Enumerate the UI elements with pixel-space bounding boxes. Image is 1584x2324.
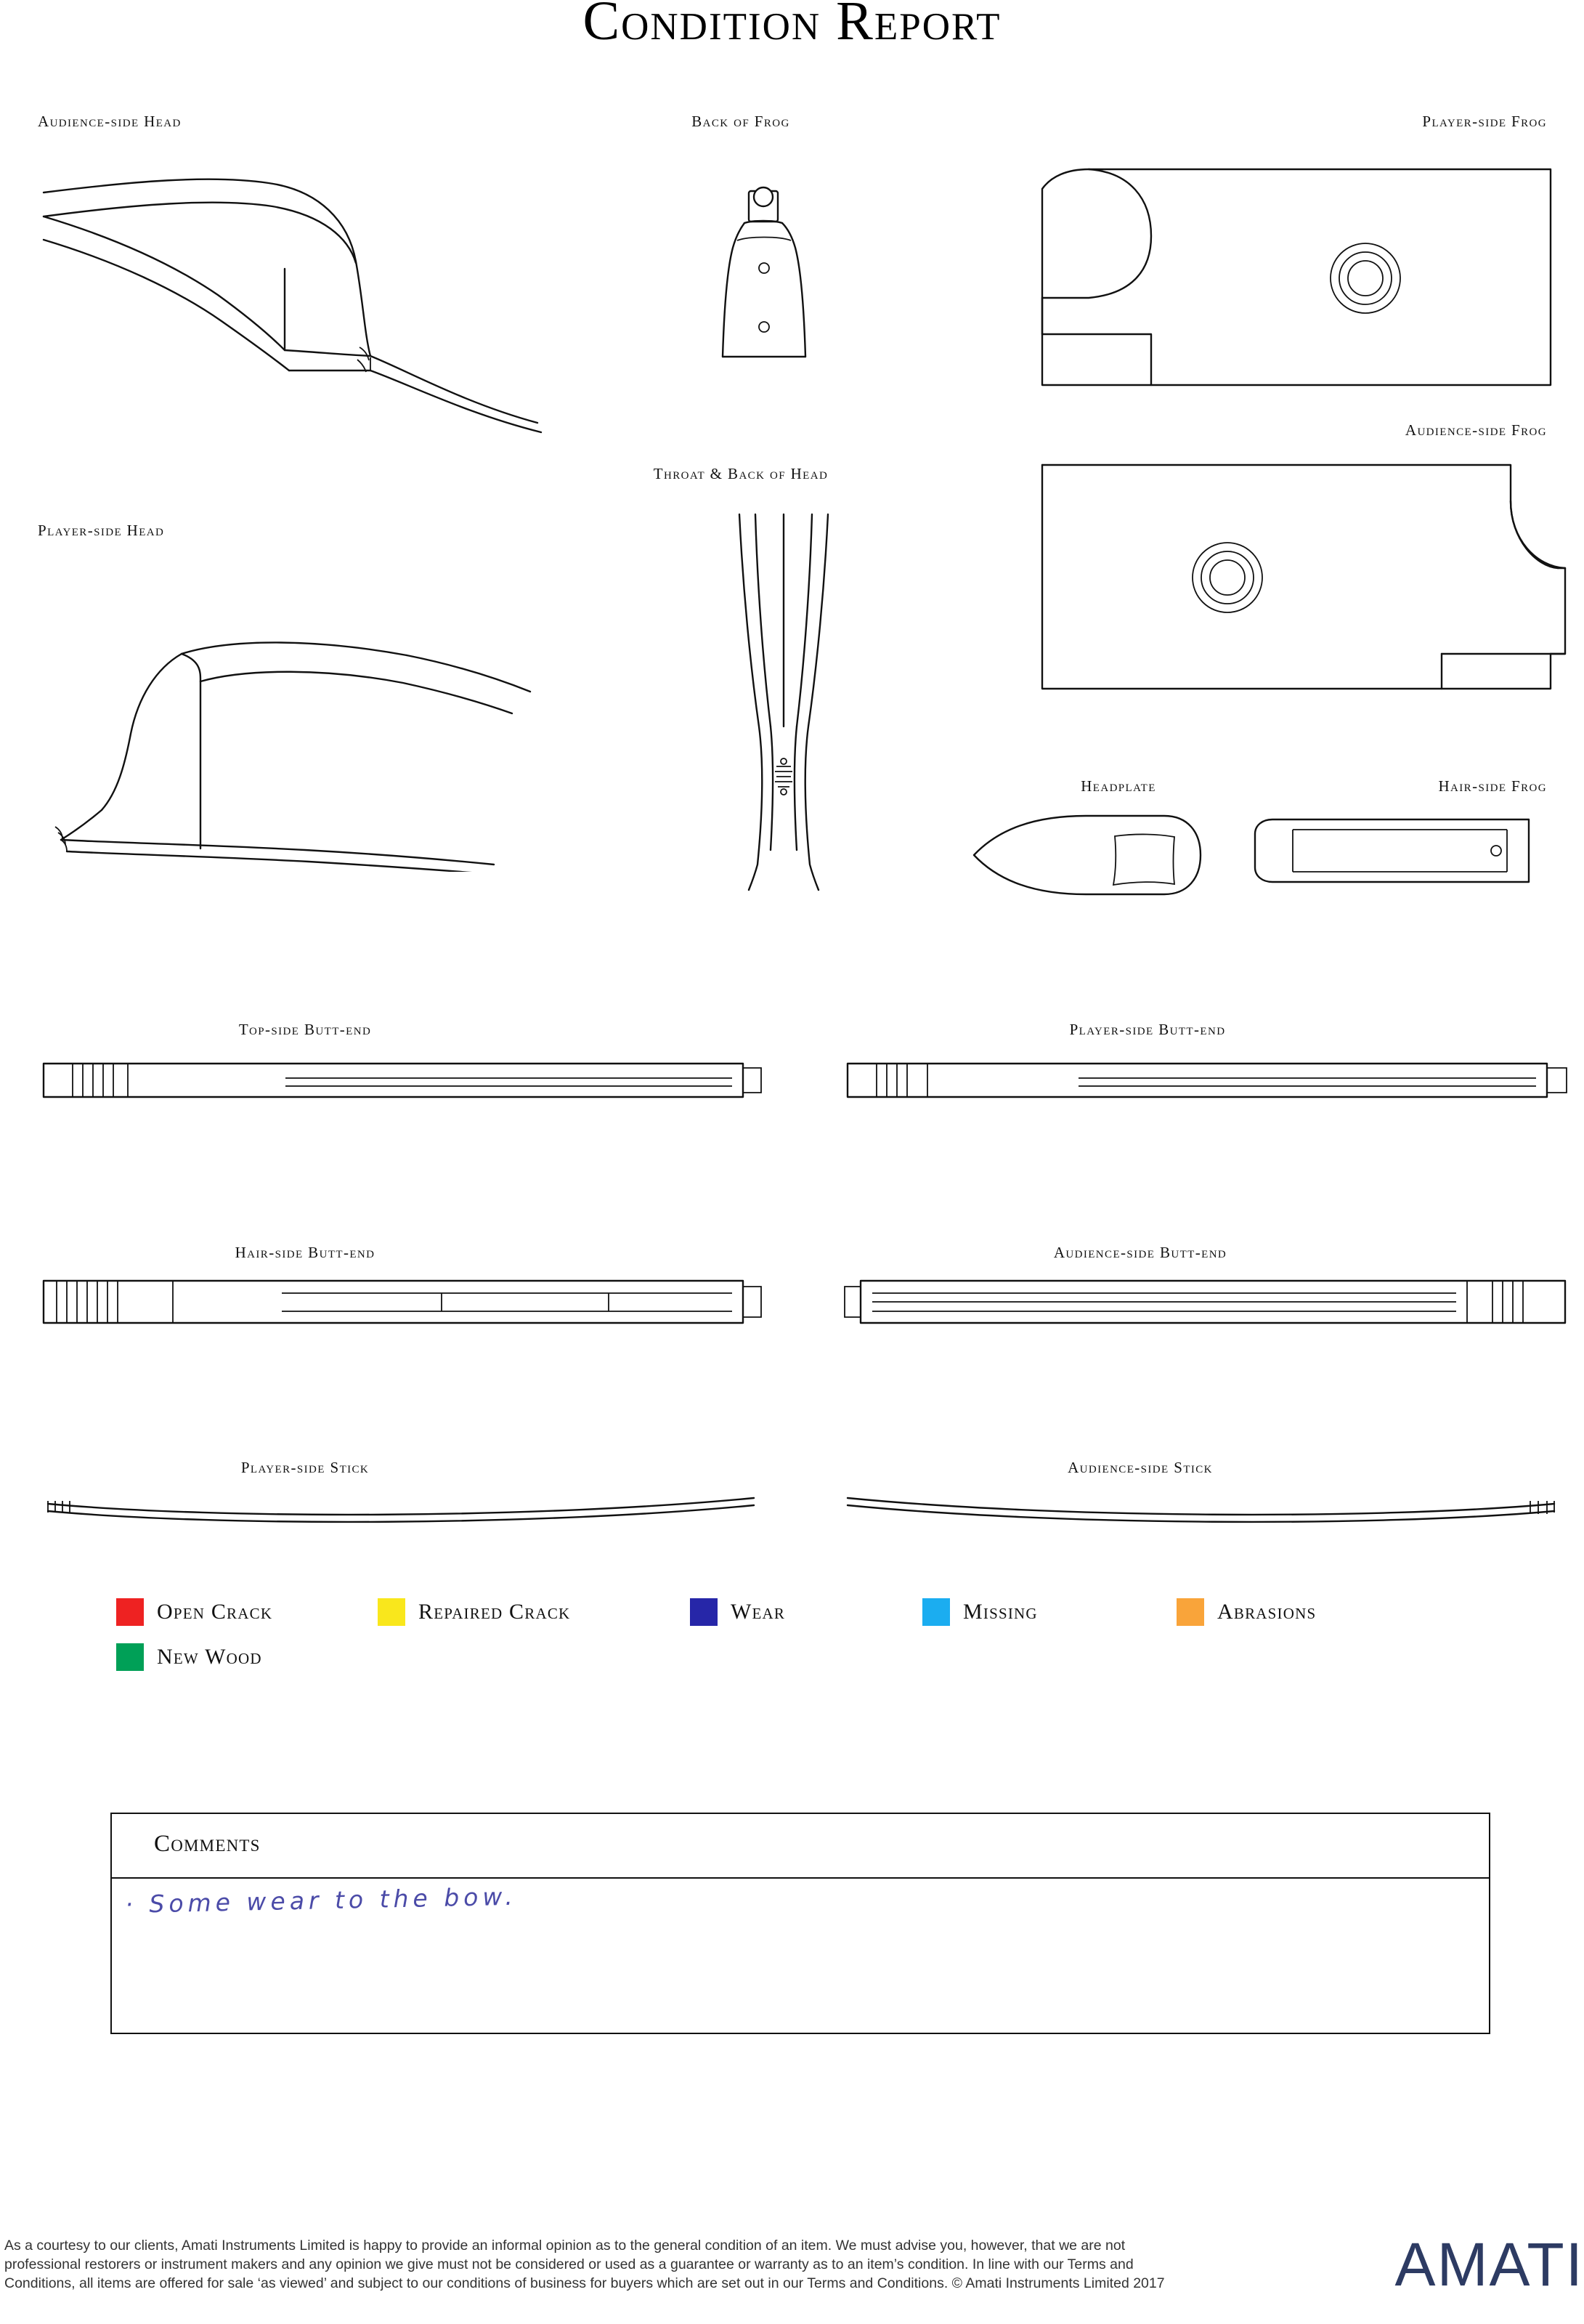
caption-audience-side-frog: Audience-side Frog	[1405, 421, 1547, 439]
caption-player-side-frog: Player-side Frog	[1422, 113, 1547, 130]
legend-item-wear	[690, 1598, 922, 1626]
legend-swatch-new-wood	[116, 1643, 144, 1671]
caption-hair-side-frog: Hair-side Frog	[1438, 777, 1547, 795]
legend-swatch-abrasions	[1177, 1598, 1204, 1626]
figure-player-side-frog	[1035, 156, 1572, 389]
legend-label-abrasions: Abrasions	[1217, 1600, 1317, 1624]
caption-headplate: Headplate	[1081, 777, 1156, 795]
figure-back-of-frog	[708, 178, 853, 403]
comments-handwritten-note: · Some wear to the bow.	[125, 1882, 518, 1919]
comments-divider	[110, 1877, 1490, 1879]
figure-headplate	[970, 810, 1217, 901]
legend-row-2	[116, 1643, 1496, 1671]
legend-row-1	[116, 1598, 1496, 1626]
caption-player-side-head: Player-side Head	[38, 522, 165, 539]
legend-label-open-crack: Open Crack	[157, 1600, 273, 1624]
legend-item-open-crack	[116, 1598, 378, 1626]
figure-hair-side-butt-end	[35, 1268, 768, 1333]
legend-label-repaired-crack: Repaired Crack	[418, 1600, 571, 1624]
legend-item-repaired-crack	[378, 1598, 690, 1626]
figure-player-side-butt-end	[839, 1046, 1572, 1112]
caption-audience-side-head: Audience-side Head	[38, 113, 182, 130]
figure-audience-side-frog	[1035, 458, 1572, 705]
legend-label-missing: Missing	[963, 1600, 1038, 1624]
figure-hair-side-frog	[1249, 812, 1536, 892]
figure-top-side-butt-end	[35, 1046, 768, 1112]
page-title: Condition Report	[582, 0, 1002, 52]
figure-player-side-head	[29, 552, 581, 872]
caption-back-of-frog: Back of Frog	[691, 113, 790, 130]
comments-title: Comments	[154, 1831, 261, 1857]
figure-player-side-stick	[35, 1483, 768, 1534]
legend-label-wear: Wear	[731, 1600, 786, 1624]
legend	[116, 1598, 1496, 1684]
legend-swatch-open-crack	[116, 1598, 144, 1626]
figure-audience-side-stick	[839, 1483, 1572, 1534]
figure-audience-side-butt-end	[839, 1268, 1572, 1333]
comments-box[interactable]	[110, 1813, 1490, 2034]
caption-audience-side-stick: Audience-side Stick	[1068, 1459, 1213, 1476]
legend-swatch-missing	[922, 1598, 950, 1626]
legend-label-new-wood: New Wood	[157, 1645, 262, 1669]
caption-throat-back-of-head: Throat & Back of Head	[653, 465, 829, 482]
legend-item-missing	[922, 1598, 1177, 1626]
caption-top-side-butt-end: Top-side Butt-end	[238, 1021, 372, 1038]
legend-swatch-repaired-crack	[378, 1598, 405, 1626]
caption-player-side-butt-end: Player-side Butt-end	[1069, 1021, 1226, 1038]
legend-swatch-wear	[690, 1598, 718, 1626]
legend-item-new-wood	[116, 1643, 291, 1671]
legend-item-abrasions	[1177, 1598, 1345, 1626]
figure-audience-side-head	[29, 153, 581, 458]
caption-player-side-stick: Player-side Stick	[240, 1459, 370, 1476]
caption-audience-side-butt-end: Audience-side Butt-end	[1053, 1244, 1227, 1261]
figure-throat-back-of-head	[715, 509, 853, 894]
footer-disclaimer: As a courtesy to our clients, Amati Instruments Limited is happy to provide an informal opinion as to the general condition of an item. We must advise you, however, that we are not professional restorers or instrument makers and any opinion we give must not be considered or used as a guarantee or warranty as to an item’s condition. In line with our Terms and Conditions, all items are offered for sale ‘as viewed’ and subject to our conditions of business for buyers which are set out in our Terms and Conditions. © Amati Instruments Limited 2017	[4, 2238, 1165, 2291]
caption-hair-side-butt-end: Hair-side Butt-end	[235, 1244, 375, 1261]
amati-logo: AMATI	[1394, 2230, 1584, 2299]
